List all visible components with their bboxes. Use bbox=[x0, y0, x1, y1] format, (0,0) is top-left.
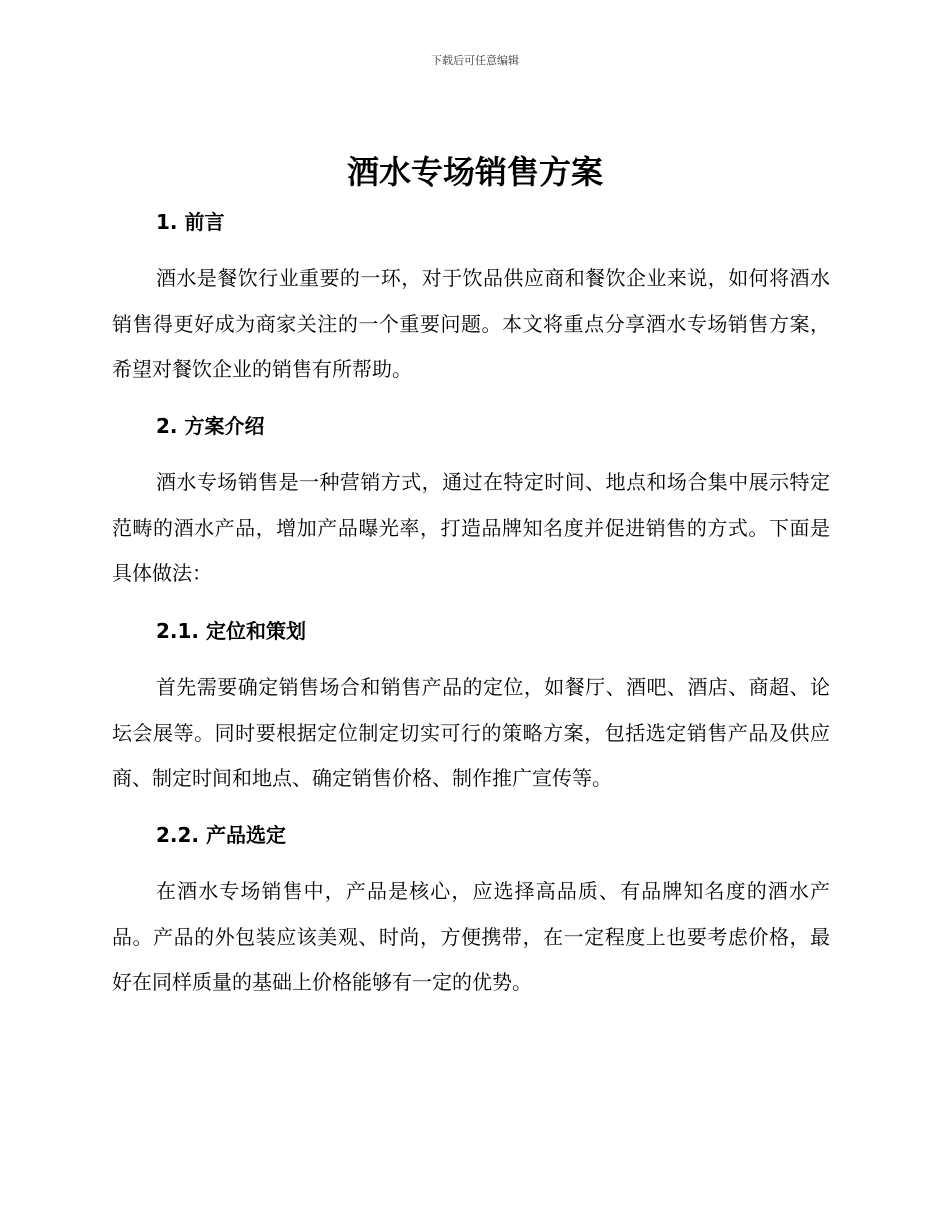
section-heading-plan-intro: 2. 方案介绍 bbox=[156, 414, 265, 438]
section-heading-positioning: 2.1. 定位和策划 bbox=[156, 619, 306, 643]
section-paragraph-preface: 酒水是餐饮行业重要的一环，对于饮品供应商和餐饮企业来说，如何将酒水销售得更好成为商家关注的一个重要问题。本文将重点分享酒水专场销售方案，希望对餐饮企业的销售有所帮助。 bbox=[112, 266, 830, 381]
section-heading-preface: 1. 前言 bbox=[156, 210, 225, 234]
page-header-note: 下载后可任意编辑 bbox=[431, 54, 519, 67]
section-paragraph-positioning: 首先需要确定销售场合和销售产品的定位，如餐厅、酒吧、酒店、商超、论坛会展等。同时要根据定位制定切实可行的策略方案，包括选定销售产品及供应商、制定时间和地点、确定销售价格、制作推广宣传等。 bbox=[112, 675, 830, 790]
section-heading-product-selection: 2.2. 产品选定 bbox=[156, 823, 286, 847]
section-paragraph-product-selection: 在酒水专场销售中，产品是核心，应选择高品质、有品牌知名度的酒水产品。产品的外包装应该美观、时尚，方便携带，在一定程度上也要考虑价格，最好在同样质量的基础上价格能够有一定的优势。 bbox=[112, 879, 830, 994]
document-title: 酒水专场销售方案 bbox=[346, 153, 603, 191]
section-paragraph-plan-intro: 酒水专场销售是一种营销方式，通过在特定时间、地点和场合集中展示特定范畴的酒水产品，增加产品曝光率，打造品牌知名度并促进销售的方式。下面是具体做法： bbox=[112, 470, 830, 585]
